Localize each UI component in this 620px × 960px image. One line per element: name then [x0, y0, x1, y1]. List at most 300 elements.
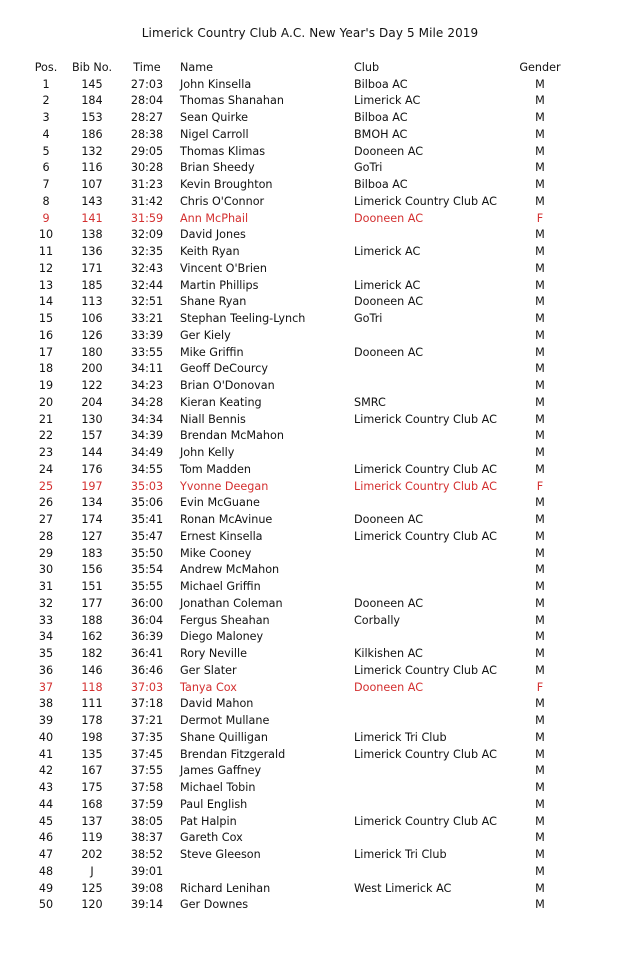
cell-bib: 137	[81, 814, 103, 828]
cell-name: Thomas Klimas	[180, 144, 266, 158]
cell-name: Diego Maloney	[180, 630, 264, 644]
cell-pos: 21	[38, 412, 54, 426]
cell-gender: M	[535, 328, 545, 342]
cell-club: Dooneen AC	[354, 680, 424, 694]
cell-pos: 9	[42, 211, 50, 225]
cell-pos: 48	[38, 864, 54, 878]
cell-time: 35:50	[130, 546, 164, 560]
cell-time: 38:05	[130, 814, 164, 828]
cell-club: Kilkishen AC	[354, 647, 423, 660]
cell-name: Ger Downes	[180, 898, 249, 912]
cell-bib: 151	[81, 580, 103, 593]
cell-gender: M	[535, 881, 545, 895]
cell-name: Vincent O'Brien	[180, 261, 267, 275]
cell-club: Limerick AC	[354, 94, 421, 108]
cell-bib: 178	[81, 714, 103, 727]
cell-name: Michael Tobin	[180, 781, 256, 794]
cell-gender: M	[535, 814, 545, 828]
cell-gender: M	[535, 596, 545, 610]
cell-club: Dooneen AC	[354, 596, 424, 610]
cell-gender: M	[535, 379, 545, 392]
cell-pos: 14	[38, 295, 54, 309]
cell-pos: 37	[38, 680, 54, 694]
table-row	[0, 512, 620, 529]
cell-club: Limerick Tri Club	[354, 848, 447, 861]
cell-name: Richard Lenihan	[180, 881, 271, 895]
cell-name: David Mahon	[180, 697, 254, 711]
cell-name: Brendan Fitzgerald	[180, 747, 286, 761]
table-row	[0, 864, 620, 881]
cell-name: Steve Gleeson	[180, 848, 261, 861]
table-row	[0, 680, 620, 697]
cell-time: 37:18	[130, 697, 164, 711]
cell-club: Dooneen AC	[354, 144, 424, 158]
cell-name: Ger Slater	[180, 663, 237, 677]
table-row	[0, 177, 620, 194]
cell-gender: M	[535, 245, 545, 258]
cell-club: West Limerick AC	[354, 881, 452, 895]
table-row	[0, 211, 620, 228]
cell-pos: 41	[38, 747, 54, 761]
cell-name: Brian Sheedy	[180, 161, 255, 175]
cell-gender: M	[535, 194, 545, 208]
cell-time: 36:41	[130, 647, 164, 660]
cell-time: 35:03	[130, 479, 164, 493]
table-row	[0, 897, 620, 914]
cell-time: 37:35	[130, 730, 164, 744]
cell-club: Limerick Country Club AC	[354, 479, 497, 493]
cell-bib: 119	[81, 831, 103, 845]
cell-club: GoTri	[354, 312, 383, 325]
cell-pos: 36	[38, 663, 54, 677]
table-row	[0, 479, 620, 496]
cell-name: Gareth Cox	[180, 831, 243, 845]
cell-bib: 136	[81, 245, 103, 258]
cell-pos: 4	[42, 127, 50, 141]
cell-time: 29:05	[130, 144, 164, 158]
cell-bib: 200	[81, 362, 103, 376]
cell-club: Bilboa AC	[354, 77, 408, 91]
cell-time: 34:55	[130, 462, 164, 476]
cell-bib: 120	[81, 898, 103, 912]
table-row	[0, 881, 620, 898]
cell-bib: 125	[81, 881, 103, 895]
cell-name: Ger Kiely	[180, 328, 231, 342]
cell-time: 36:39	[130, 630, 164, 644]
table-row	[0, 294, 620, 311]
cell-gender: M	[535, 831, 545, 845]
cell-name: Andrew McMahon	[180, 563, 280, 577]
cell-bib: 167	[81, 764, 103, 778]
cell-name: Yvonne Deegan	[180, 479, 269, 493]
cell-pos: 33	[38, 613, 54, 627]
cell-pos: 32	[38, 596, 54, 610]
cell-time: 35:47	[130, 529, 164, 543]
cell-name: John Kinsella	[180, 77, 252, 91]
cell-bib: 122	[81, 379, 103, 392]
table-row	[0, 663, 620, 680]
cell-time: 34:28	[130, 395, 164, 409]
cell-name: Martin Phillips	[180, 278, 259, 292]
cell-gender: M	[535, 278, 545, 292]
table-row	[0, 127, 620, 144]
header-time: Time	[133, 61, 161, 74]
cell-gender: M	[535, 144, 545, 158]
cell-bib: 183	[81, 546, 103, 560]
cell-bib: 134	[81, 496, 103, 510]
cell-bib: 188	[81, 613, 103, 627]
table-row	[0, 160, 620, 177]
cell-gender: M	[535, 412, 545, 426]
cell-name: Ronan McAvinue	[180, 513, 273, 526]
cell-pos: 25	[38, 479, 54, 493]
cell-bib: 174	[81, 513, 103, 526]
cell-name: Kieran Keating	[180, 395, 262, 409]
cell-gender: M	[535, 228, 545, 242]
cell-gender: M	[535, 663, 545, 677]
cell-time: 39:08	[130, 881, 164, 895]
cell-pos: 2	[42, 94, 50, 108]
cell-time: 34:39	[130, 429, 164, 443]
cell-pos: 22	[38, 429, 54, 443]
cell-gender: M	[535, 781, 545, 794]
cell-time: 28:04	[130, 94, 164, 108]
cell-name: Thomas Shanahan	[180, 94, 284, 108]
cell-bib: 197	[81, 479, 103, 493]
table-row	[0, 780, 620, 797]
cell-pos: 43	[38, 781, 54, 794]
table-row	[0, 562, 620, 579]
cell-time: 36:04	[130, 613, 164, 627]
cell-gender: M	[535, 178, 545, 191]
cell-gender: M	[535, 127, 545, 141]
cell-gender: M	[535, 94, 545, 108]
cell-bib: 168	[81, 797, 103, 811]
cell-club: GoTri	[354, 161, 383, 175]
header-club: Club	[354, 61, 380, 74]
cell-gender: M	[535, 295, 545, 309]
table-row	[0, 110, 620, 127]
cell-time: 31:23	[130, 178, 164, 191]
cell-bib: 146	[81, 663, 103, 677]
cell-name: Shane Ryan	[180, 295, 247, 309]
cell-name: Jonathan Coleman	[180, 596, 283, 610]
cell-gender: M	[535, 77, 545, 91]
table-row	[0, 495, 620, 512]
cell-pos: 39	[38, 714, 54, 727]
table-row	[0, 361, 620, 378]
cell-gender: F	[536, 211, 544, 225]
cell-club: Limerick Country Club AC	[354, 412, 497, 426]
cell-bib: 118	[81, 680, 103, 694]
cell-name: Michael Griffin	[180, 580, 261, 593]
cell-club: Limerick Country Club AC	[354, 663, 497, 677]
cell-time: 37:58	[130, 781, 164, 794]
cell-name: Ernest Kinsella	[180, 529, 263, 543]
cell-bib: 113	[81, 295, 103, 309]
cell-bib: 111	[81, 697, 103, 711]
cell-bib: 185	[81, 278, 103, 292]
cell-name: Evin McGuane	[180, 496, 260, 510]
cell-name: Tom Madden	[180, 462, 251, 476]
cell-bib: 182	[81, 647, 103, 660]
table-row	[0, 77, 620, 94]
cell-gender: M	[535, 546, 545, 560]
table-row	[0, 730, 620, 747]
cell-club: Bilboa AC	[354, 178, 408, 191]
cell-name: James Gaffney	[180, 764, 262, 778]
cell-gender: M	[535, 462, 545, 476]
cell-name: Shane Quilligan	[180, 730, 268, 744]
cell-club: Limerick Tri Club	[354, 730, 447, 744]
cell-name: Rory Neville	[180, 647, 247, 660]
table-row	[0, 613, 620, 630]
table-row	[0, 345, 620, 362]
cell-club: Dooneen AC	[354, 295, 424, 309]
cell-pos: 50	[38, 898, 54, 912]
cell-gender: M	[535, 647, 545, 660]
cell-club: Dooneen AC	[354, 345, 424, 359]
cell-gender: M	[535, 714, 545, 727]
cell-gender: M	[535, 730, 545, 744]
cell-time: 34:11	[130, 362, 164, 376]
cell-pos: 10	[38, 228, 54, 242]
cell-pos: 24	[38, 462, 54, 476]
cell-bib: J	[90, 864, 94, 878]
cell-pos: 47	[38, 848, 54, 861]
cell-pos: 34	[38, 630, 54, 644]
cell-gender: M	[535, 395, 545, 409]
cell-gender: M	[535, 345, 545, 359]
table-row	[0, 629, 620, 646]
table-row	[0, 278, 620, 295]
cell-gender: M	[535, 848, 545, 861]
cell-pos: 23	[38, 446, 54, 459]
cell-name: Fergus Sheahan	[180, 613, 270, 627]
table-row	[0, 227, 620, 244]
cell-bib: 184	[81, 94, 103, 108]
cell-bib: 141	[81, 211, 103, 225]
cell-pos: 17	[38, 345, 54, 359]
cell-gender: M	[535, 613, 545, 627]
cell-bib: 106	[81, 312, 103, 325]
table-row	[0, 646, 620, 663]
cell-time: 37:03	[130, 680, 164, 694]
cell-pos: 18	[38, 362, 54, 376]
cell-time: 37:45	[130, 747, 164, 761]
cell-time: 33:39	[130, 328, 164, 342]
cell-gender: M	[535, 312, 545, 325]
cell-pos: 46	[38, 831, 54, 845]
table-header	[0, 60, 620, 77]
table-row	[0, 462, 620, 479]
cell-bib: 127	[81, 529, 103, 543]
cell-pos: 11	[38, 245, 54, 258]
cell-bib: 130	[81, 412, 103, 426]
cell-time: 37:21	[130, 714, 164, 727]
cell-time: 28:27	[130, 111, 164, 124]
cell-name: David Jones	[180, 228, 246, 242]
cell-pos: 28	[38, 529, 54, 543]
cell-time: 35:55	[130, 580, 164, 593]
cell-pos: 6	[42, 161, 50, 175]
table-row	[0, 261, 620, 278]
cell-bib: 176	[81, 462, 103, 476]
cell-bib: 144	[81, 446, 103, 459]
cell-gender: F	[536, 680, 544, 694]
cell-pos: 16	[38, 328, 54, 342]
cell-bib: 171	[81, 261, 103, 275]
cell-bib: 162	[81, 630, 103, 644]
cell-bib: 198	[81, 730, 103, 744]
cell-name: Pat Halpin	[180, 814, 237, 828]
table-row	[0, 579, 620, 596]
header-name: Name	[180, 61, 214, 74]
cell-pos: 27	[38, 513, 54, 526]
cell-time: 28:38	[130, 127, 164, 141]
cell-name: John Kelly	[180, 446, 235, 459]
table-row	[0, 428, 620, 445]
cell-club: Limerick Country Club AC	[354, 747, 497, 761]
table-row	[0, 696, 620, 713]
cell-bib: 116	[81, 161, 103, 175]
cell-time: 31:59	[130, 211, 164, 225]
cell-gender: M	[535, 513, 545, 526]
cell-name: Paul English	[180, 797, 248, 811]
cell-time: 30:28	[130, 161, 164, 175]
cell-gender: M	[535, 630, 545, 644]
cell-bib: 132	[81, 144, 103, 158]
cell-gender: M	[535, 697, 545, 711]
cell-bib: 153	[81, 111, 103, 124]
cell-time: 34:34	[130, 412, 164, 426]
cell-gender: M	[535, 362, 545, 376]
cell-bib: 202	[81, 848, 103, 861]
table-row	[0, 847, 620, 864]
table-row	[0, 194, 620, 211]
table-row	[0, 93, 620, 110]
table-row	[0, 546, 620, 563]
table-row	[0, 529, 620, 546]
cell-time: 36:46	[130, 663, 164, 677]
cell-time: 35:41	[130, 513, 164, 526]
cell-pos: 42	[38, 764, 54, 778]
cell-pos: 8	[42, 194, 50, 208]
cell-gender: M	[535, 563, 545, 577]
cell-pos: 1	[42, 77, 50, 91]
cell-time: 38:37	[130, 831, 164, 845]
table-row	[0, 814, 620, 831]
table-row	[0, 395, 620, 412]
table-row	[0, 763, 620, 780]
cell-pos: 30	[38, 563, 54, 577]
cell-time: 32:44	[130, 278, 164, 292]
cell-name: Nigel Carroll	[180, 127, 249, 141]
cell-bib: 126	[81, 328, 103, 342]
cell-club: Limerick Country Club AC	[354, 814, 497, 828]
cell-pos: 44	[38, 797, 54, 811]
cell-gender: M	[535, 496, 545, 510]
cell-name: Chris O'Connor	[180, 194, 265, 208]
table-row	[0, 713, 620, 730]
cell-club: BMOH AC	[354, 127, 408, 141]
cell-bib: 180	[81, 345, 103, 359]
cell-name: Brendan McMahon	[180, 429, 284, 443]
cell-club: Limerick Country Club AC	[354, 194, 497, 208]
cell-time: 37:55	[130, 764, 164, 778]
cell-pos: 12	[38, 261, 54, 275]
cell-gender: M	[535, 747, 545, 761]
header-pos: Pos.	[34, 61, 58, 74]
cell-time: 32:35	[130, 245, 164, 258]
table-row	[0, 747, 620, 764]
cell-time: 39:14	[130, 898, 164, 912]
table-row	[0, 328, 620, 345]
cell-time: 31:42	[130, 194, 164, 208]
cell-name: Sean Quirke	[180, 111, 249, 124]
cell-pos: 38	[38, 697, 54, 711]
cell-pos: 35	[38, 647, 54, 660]
cell-pos: 5	[42, 144, 50, 158]
cell-time: 37:59	[130, 797, 164, 811]
page-title: Limerick Country Club A.C. New Year's Day 5 Mile 2019	[141, 26, 479, 40]
cell-club: Limerick Country Club AC	[354, 529, 497, 543]
cell-gender: M	[535, 429, 545, 443]
table-row	[0, 596, 620, 613]
cell-pos: 7	[42, 178, 50, 191]
cell-pos: 20	[38, 395, 54, 409]
cell-gender: M	[535, 898, 545, 912]
cell-club: Corbally	[354, 613, 401, 627]
header-bib: Bib No.	[71, 61, 112, 74]
cell-bib: 175	[81, 781, 103, 794]
cell-time: 34:23	[130, 379, 164, 392]
cell-gender: M	[535, 261, 545, 275]
table-row	[0, 445, 620, 462]
table-row	[0, 797, 620, 814]
cell-gender: M	[535, 529, 545, 543]
table-row	[0, 412, 620, 429]
cell-club: Limerick AC	[354, 278, 421, 292]
cell-gender: M	[535, 446, 545, 459]
cell-name: Mike Cooney	[180, 546, 252, 560]
cell-name: Mike Griffin	[180, 345, 244, 359]
cell-name: Kevin Broughton	[180, 178, 273, 191]
cell-pos: 29	[38, 546, 54, 560]
cell-time: 27:03	[130, 77, 164, 91]
cell-bib: 157	[81, 429, 103, 443]
cell-pos: 49	[38, 881, 54, 895]
cell-club: SMRC	[354, 395, 386, 409]
cell-name: Tanya Cox	[180, 680, 237, 694]
cell-pos: 19	[38, 379, 54, 392]
cell-time: 33:55	[130, 345, 164, 359]
table-row	[0, 311, 620, 328]
cell-club: Limerick Country Club AC	[354, 462, 497, 476]
cell-bib: 177	[81, 596, 103, 610]
cell-club: Bilboa AC	[354, 111, 408, 124]
cell-bib: 145	[81, 77, 103, 91]
cell-name: Keith Ryan	[180, 245, 240, 258]
cell-time: 35:06	[130, 496, 164, 510]
cell-bib: 156	[81, 563, 103, 577]
cell-bib: 143	[81, 194, 103, 208]
cell-gender: M	[535, 161, 545, 175]
cell-time: 32:09	[130, 228, 164, 242]
cell-time: 33:21	[130, 312, 164, 325]
table-row	[0, 144, 620, 161]
cell-gender: M	[535, 864, 545, 878]
